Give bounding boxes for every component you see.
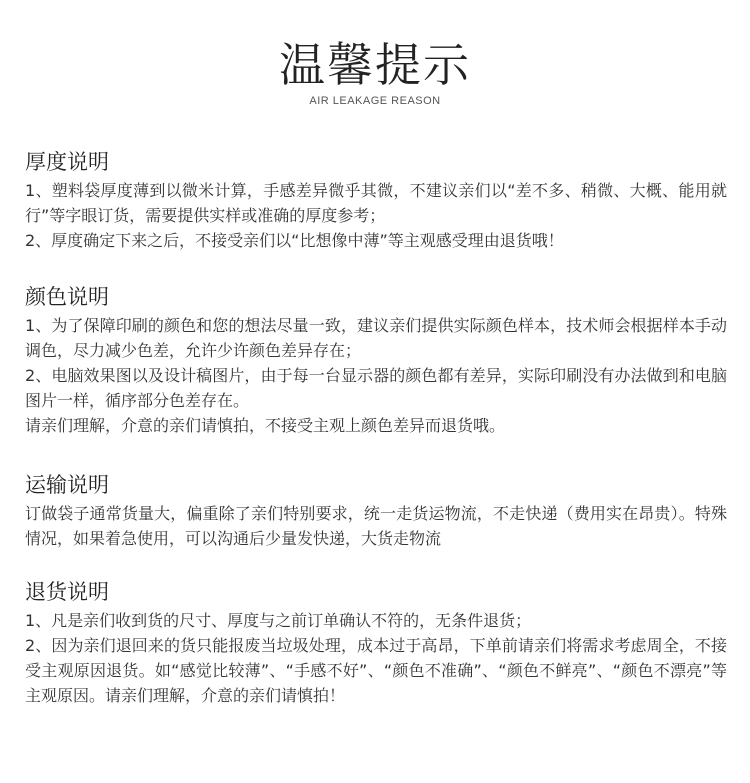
color-paragraph-3: 请亲们理解，介意的亲们请慎拍，不接受主观上颜色差异而退货哦。 (25, 416, 506, 435)
thickness-paragraph-2: 2、厚度确定下来之后，不接受亲们以“比想像中薄”等主观感受理由退货哦！ (25, 231, 564, 250)
color-paragraph-2: 2、电脑效果图以及设计稿图片，由于每一台显示器的颜色都有差异，实际印刷没有办法做到和电脑图片一样，循序部分色差存在。 (25, 366, 727, 410)
section-thickness (25, 148, 727, 253)
section-color (25, 283, 727, 438)
shipping-paragraph-1: 订做袋子通常货量大，偏重除了亲们特别要求，统一走货运物流，不走快递（费用实在昂贵）。特殊情况，如果着急使用，可以沟通后少量发快递，大货走物流 (25, 504, 727, 548)
color-paragraph-1: 1、为了保障印刷的颜色和您的想法尽量一致，建议亲们提供实际颜色样本，技术师会根据样本手动调色，尽力减少色差，允许少许颜色差异存在； (25, 316, 727, 360)
page-title: 温馨提示 (279, 38, 471, 92)
section-return (25, 578, 727, 708)
thickness-paragraph-1: 1、塑料袋厚度薄到以微米计算，手感差异微乎其微，不建议亲们以“差不多、稍微、大概、能用就行”等字眼订货，需要提供实样或准确的厚度参考； (25, 181, 727, 225)
section-title-color: 颜色说明 (25, 285, 109, 309)
section-title-return: 退货说明 (25, 580, 109, 604)
return-paragraph-1: 1、凡是亲们收到货的尺寸、厚度与之前订单确认不符的，无条件退货； (25, 611, 532, 630)
page-subtitle: AIR LEAKAGE REASON (309, 95, 441, 107)
section-title-shipping: 运输说明 (25, 473, 109, 497)
return-paragraph-2: 2、因为亲们退回来的货只能报废当垃圾处理，成本过于高昂，下单前请亲们将需求考虑周全，不接受主观原因退货。如“感觉比较薄”、“手感不好”、“颜色不准确”、“颜色不鲜亮”、“颜色不漂亮”等主观原因。请亲们理解，介意的亲们请慎拍！ (25, 636, 727, 705)
section-shipping (25, 471, 727, 551)
page-header (0, 36, 750, 108)
section-title-thickness: 厚度说明 (25, 150, 109, 174)
